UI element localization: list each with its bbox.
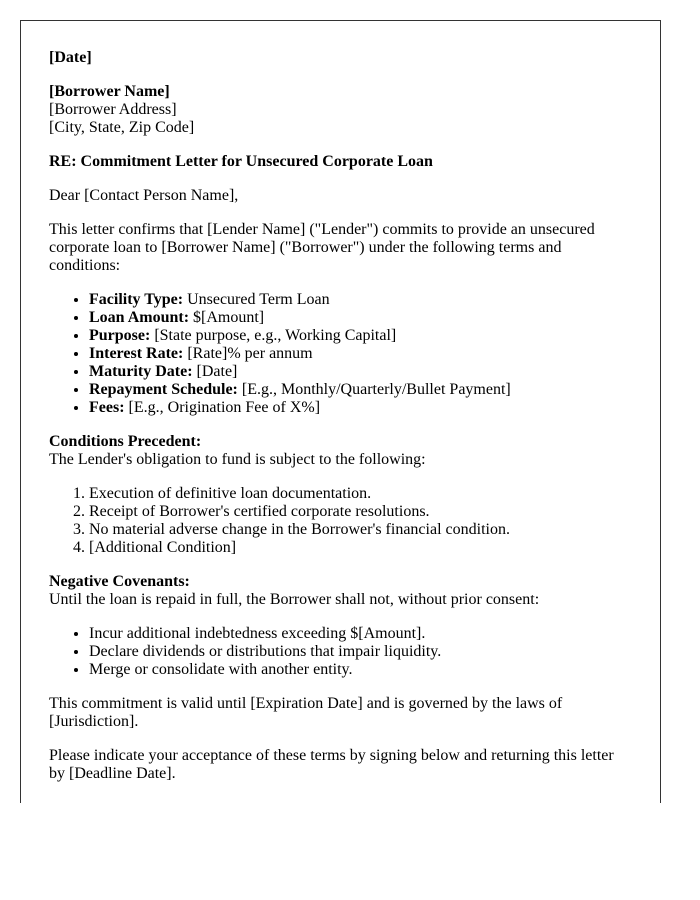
terms-list xyxy=(49,291,632,417)
condition-item: 3. No material adverse change in the Borrower's financial condition. xyxy=(89,521,632,539)
term-value: $[Amount] xyxy=(189,309,265,326)
commitment-letter xyxy=(20,20,661,803)
term-label: Purpose: xyxy=(89,327,151,344)
term-item xyxy=(89,399,632,417)
term-item xyxy=(89,327,632,345)
conditions-list xyxy=(49,485,632,557)
recipient-block xyxy=(49,83,632,137)
validity-paragraph: This commitment is valid until [Expiration Date] and is governed by the laws of [Jurisdiction]. xyxy=(49,695,563,730)
borrower-city: [City, State, Zip Code] xyxy=(49,119,195,136)
term-value: [State purpose, e.g., Working Capital] xyxy=(150,327,397,344)
borrower-address: [Borrower Address] xyxy=(49,101,177,118)
subject-line xyxy=(49,153,632,171)
term-label: Fees: xyxy=(89,399,125,416)
borrower-name: [Borrower Name] xyxy=(49,83,170,100)
term-item xyxy=(89,381,632,399)
condition-item: 1. Execution of definitive loan documentation. xyxy=(89,485,632,503)
term-label: Facility Type: xyxy=(89,291,184,308)
term-item xyxy=(89,309,632,327)
condition-item: 2. Receipt of Borrower's certified corporate resolutions. xyxy=(89,503,632,521)
date-text: [Date] xyxy=(49,49,92,66)
covenants-section xyxy=(49,573,632,609)
subject-text: RE: Commitment Letter for Unsecured Corporate Loan xyxy=(49,153,433,170)
term-item xyxy=(89,363,632,381)
term-label: Interest Rate: xyxy=(89,345,184,362)
conditions-heading: Conditions Precedent: xyxy=(49,433,202,450)
term-label: Maturity Date: xyxy=(89,363,193,380)
term-value: [Rate]% per annum xyxy=(183,345,313,362)
covenants-list xyxy=(49,625,632,679)
conditions-section xyxy=(49,433,632,469)
closing-paragraph: Please indicate your acceptance of these terms by signing below and returning this letter by [Deadline Date]. xyxy=(49,747,614,782)
intro-paragraph: This letter confirms that [Lender Name] ("Lender") commits to provide an unsecured corporate loan to [Borrower Name] ("Borrower") under the following terms and conditions: xyxy=(49,221,595,274)
term-value: [Date] xyxy=(192,363,238,380)
date-line xyxy=(49,49,632,67)
conditions-intro: The Lender's obligation to fund is subject to the following: xyxy=(49,451,426,468)
covenant-item: • Declare dividends or distributions that impair liquidity. xyxy=(89,643,632,661)
term-value: [E.g., Origination Fee of X%] xyxy=(124,399,321,416)
covenants-intro: Until the loan is repaid in full, the Borrower shall not, without prior consent: xyxy=(49,591,540,608)
covenants-heading: Negative Covenants: xyxy=(49,573,190,590)
salutation: Dear [Contact Person Name], xyxy=(49,187,239,204)
term-value: [E.g., Monthly/Quarterly/Bullet Payment] xyxy=(237,381,511,398)
term-item xyxy=(89,291,632,309)
term-value: Unsecured Term Loan xyxy=(183,291,330,308)
condition-item: 4. [Additional Condition] xyxy=(89,539,632,557)
term-label: Loan Amount: xyxy=(89,309,190,326)
covenant-item: • Merge or consolidate with another entity. xyxy=(89,661,632,679)
term-label: Repayment Schedule: xyxy=(89,381,238,398)
term-item xyxy=(89,345,632,363)
covenant-item: • Incur additional indebtedness exceeding $[Amount]. xyxy=(89,625,632,643)
